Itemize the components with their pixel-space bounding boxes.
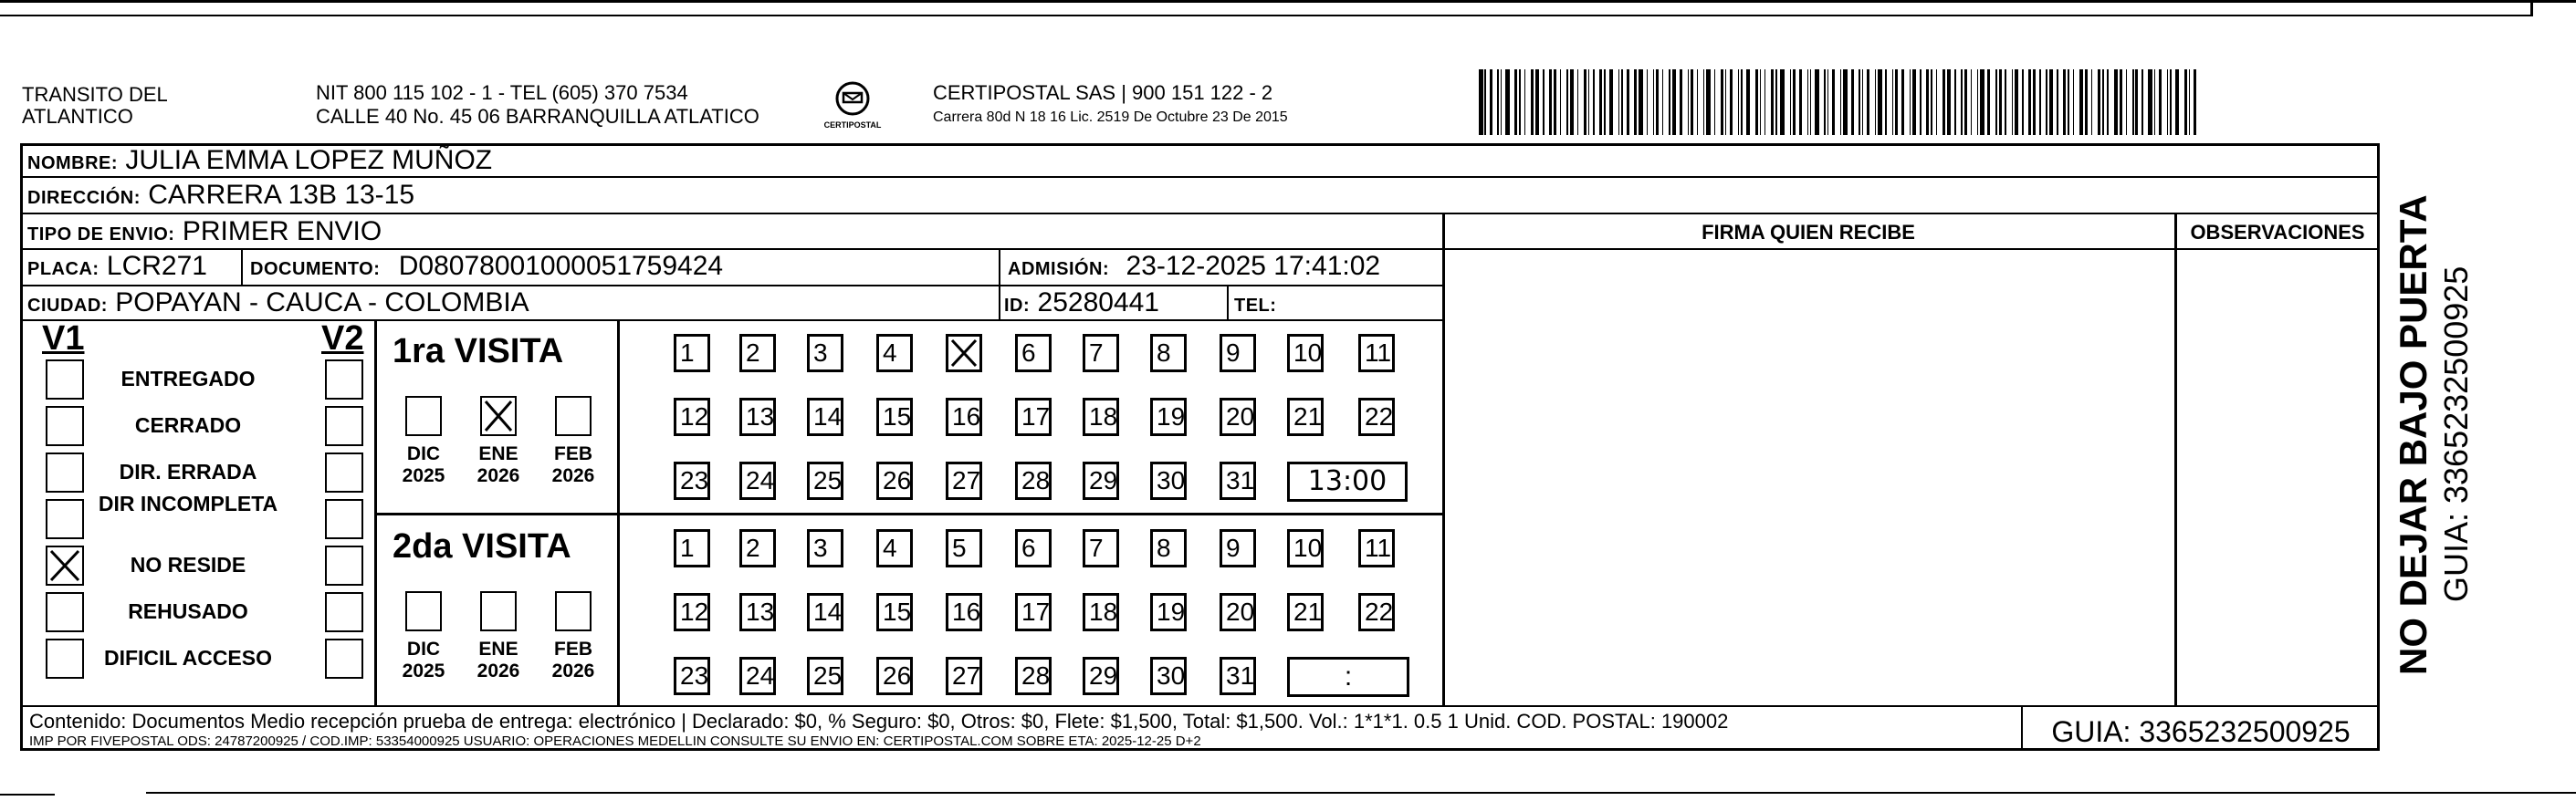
day-box[interactable]: 4 xyxy=(876,334,913,372)
tipo-envio-row xyxy=(27,217,382,249)
barcode-bar xyxy=(1964,69,1967,135)
v2-checkbox[interactable] xyxy=(325,406,363,446)
barcode-bar xyxy=(2159,69,2162,135)
day-box[interactable]: 4 xyxy=(876,529,913,567)
barcode-bar xyxy=(1760,69,1762,135)
bottom-line xyxy=(146,792,2576,794)
x-mark-icon xyxy=(482,398,515,434)
month-label: FEB 2026 xyxy=(551,639,595,681)
barcode-bar xyxy=(1867,69,1869,135)
barcode-bar xyxy=(1895,69,1898,135)
day-box[interactable]: 31 xyxy=(1220,462,1256,500)
barcode-bar xyxy=(2091,69,2093,135)
observaciones-area[interactable] xyxy=(2178,251,2376,704)
barcode-bar xyxy=(1999,69,2002,135)
barcode-bar xyxy=(1771,69,1774,135)
status-label: DIR INCOMPLETA xyxy=(98,492,278,515)
day-box[interactable]: 22 xyxy=(1358,593,1395,631)
top-border-line-2 xyxy=(0,15,2533,16)
barcode-bar xyxy=(1662,69,1664,135)
barcode-bar xyxy=(1570,69,1575,135)
v2-checkbox[interactable] xyxy=(325,639,363,679)
day-box[interactable]: 5 xyxy=(946,529,982,567)
barcode-bar xyxy=(2148,69,2152,135)
nit-line: NIT 800 115 102 - 1 - TEL (605) 370 7534 xyxy=(316,81,688,104)
day-box[interactable]: 27 xyxy=(946,462,982,500)
barcode-bar xyxy=(2184,69,2187,135)
barcode-bar xyxy=(1531,69,1534,135)
barcode-bar xyxy=(1584,69,1586,135)
barcode-bar xyxy=(1840,69,1842,135)
day-box[interactable]: 21 xyxy=(1287,593,1324,631)
barcode-bar xyxy=(1588,69,1590,135)
day-box[interactable]: 9 xyxy=(1220,529,1256,567)
day-box[interactable]: 24 xyxy=(739,462,776,500)
admision-value: 23-12-2025 17:41:02 xyxy=(1126,251,1381,281)
barcode-bar xyxy=(1484,69,1486,135)
barcode-bar xyxy=(1560,69,1562,135)
barcode-bar xyxy=(2132,69,2134,135)
barcode-bar xyxy=(1793,69,1796,135)
barcode-bar xyxy=(1790,69,1792,135)
observaciones-divider xyxy=(2174,213,2177,705)
day-box[interactable]: 8 xyxy=(1150,334,1187,372)
visit-title: 2da VISITA xyxy=(393,527,571,566)
day-box[interactable]: 8 xyxy=(1150,529,1187,567)
day-box[interactable]: 30 xyxy=(1150,462,1187,500)
day-box[interactable]: 14 xyxy=(807,398,843,436)
barcode-bar xyxy=(1755,69,1758,135)
v2-checkbox[interactable] xyxy=(325,499,363,539)
ciudad-row xyxy=(27,288,529,320)
barcode-bar xyxy=(1634,69,1637,135)
barcode-bar xyxy=(2073,69,2075,135)
tel-divider xyxy=(1227,285,1229,319)
barcode-bar xyxy=(1501,69,1503,135)
day-box[interactable]: 24 xyxy=(739,657,776,695)
barcode-bar xyxy=(1875,69,1877,135)
documento-label: DOCUMENTO: xyxy=(250,259,381,279)
barcode-bar xyxy=(1859,69,1860,135)
signature-area[interactable] xyxy=(1446,251,2173,704)
day-box[interactable]: 23 xyxy=(674,657,710,695)
admision-row xyxy=(1008,252,1380,284)
observaciones-header: OBSERVACIONES xyxy=(2190,221,2365,244)
day-box[interactable]: 13 xyxy=(739,593,776,631)
agency-name xyxy=(22,84,168,128)
barcode-bar xyxy=(2028,69,2031,135)
day-box[interactable]: 27 xyxy=(946,657,982,695)
barcode-bar xyxy=(1741,69,1743,135)
barcode-bar xyxy=(1639,69,1643,135)
barcode-bar xyxy=(1764,69,1766,135)
barcode-bar xyxy=(1479,69,1483,135)
company-line: CERTIPOSTAL SAS | 900 151 122 - 2 xyxy=(933,81,1273,104)
barcode-bar xyxy=(2005,69,2006,135)
barcode-bar xyxy=(1931,69,1932,135)
barcode-bar xyxy=(1851,69,1854,135)
barcode-bar xyxy=(1627,69,1629,135)
row-line-4 xyxy=(20,285,1444,286)
row-line-2 xyxy=(20,213,2380,214)
barcode-bar xyxy=(1647,69,1649,135)
barcode-bar xyxy=(2015,69,2019,135)
documento-row xyxy=(250,252,723,284)
barcode-bar xyxy=(1824,69,1826,135)
barcode-bar xyxy=(1775,69,1777,135)
barcode-bar xyxy=(1703,69,1705,135)
side-guia: GUIA: 3365232500925 xyxy=(2437,265,2475,602)
barcode-bar xyxy=(1961,69,1963,135)
barcode-bar xyxy=(2102,69,2104,135)
barcode-bar xyxy=(1936,69,1938,135)
barcode-bar xyxy=(1780,69,1785,135)
barcode-bar xyxy=(1672,69,1677,135)
top-border-line xyxy=(0,0,2576,3)
nombre-label: NOMBRE: xyxy=(27,153,119,173)
admision-label: ADMISIÓN: xyxy=(1008,259,1110,279)
barcode-bar xyxy=(1653,69,1655,135)
day-box[interactable]: 13 xyxy=(739,398,776,436)
time-box[interactable]: 13:00 xyxy=(1287,462,1408,502)
footer-guia: GUIA: 3365232500925 xyxy=(2051,715,2351,748)
barcode-bar xyxy=(1669,69,1670,135)
barcode-bar xyxy=(1577,69,1579,135)
status-label: DIFICIL ACCESO xyxy=(103,646,272,670)
month-checkbox[interactable] xyxy=(405,591,442,631)
month-label: DIC 2025 xyxy=(402,443,445,486)
month-checkbox[interactable] xyxy=(405,396,442,436)
day-box[interactable]: 17 xyxy=(1015,593,1052,631)
day-box[interactable]: 18 xyxy=(1083,593,1119,631)
barcode-bar xyxy=(2175,69,2180,135)
direccion-value: CARRERA 13B 13-15 xyxy=(148,180,415,210)
barcode-bar xyxy=(1885,69,1887,135)
barcode-bar xyxy=(2039,69,2041,135)
day-box[interactable]: 14 xyxy=(807,593,843,631)
barcode-bar xyxy=(1593,69,1595,135)
barcode-bar xyxy=(1730,69,1733,135)
month-checkbox[interactable] xyxy=(480,396,517,436)
day-box[interactable]: 15 xyxy=(876,398,913,436)
barcode-bar xyxy=(1912,69,1917,135)
side-warning: NO DEJAR BAJO PUERTA xyxy=(2392,194,2435,675)
day-box[interactable]: 2 xyxy=(739,529,776,567)
barcode-bar xyxy=(1995,69,1997,135)
barcode-bar xyxy=(1656,69,1659,135)
agency-contact xyxy=(316,82,759,128)
barcode-bar xyxy=(1535,69,1540,135)
barcode-bar xyxy=(1977,69,1979,135)
barcode-bar xyxy=(1971,69,1973,135)
barcode-bar xyxy=(2126,69,2128,135)
day-box[interactable]: 7 xyxy=(1083,529,1119,567)
barcode-bar xyxy=(2085,69,2088,135)
day-box[interactable]: 20 xyxy=(1220,593,1256,631)
day-box[interactable]: 2 xyxy=(739,334,776,372)
signature-divider xyxy=(1442,213,1445,705)
day-box[interactable]: 28 xyxy=(1015,462,1052,500)
day-box[interactable]: 31 xyxy=(1220,657,1256,695)
day-box[interactable]: 15 xyxy=(876,593,913,631)
agency-line-1: TRANSITO DEL xyxy=(22,83,168,106)
barcode-bar xyxy=(1987,69,1990,135)
day-box[interactable]: 1 xyxy=(674,529,710,567)
right-top-border-line xyxy=(2530,0,2533,15)
barcode-bar xyxy=(2141,69,2143,135)
barcode-bar xyxy=(1746,69,1751,135)
day-box[interactable]: 9 xyxy=(1220,334,1256,372)
barcode-bar xyxy=(1554,69,1556,135)
barcode-bar xyxy=(1892,69,1894,135)
day-box[interactable]: 11 xyxy=(1358,529,1395,567)
barcode-bar xyxy=(2098,69,2100,135)
x-mark-icon xyxy=(948,337,979,369)
barcode-bar xyxy=(1942,69,1945,135)
footer-contenido: Contenido: Documentos Medio recepción prueba de entrega: electrónico | Declarado: $0, % Seguro: $0, Otros: $0, Flete: $1,500, Total: $1,500. Vol.: 1*1*1. 0.5 1 Unid. COD. POSTAL: 190002 xyxy=(29,710,1729,733)
day-box[interactable]: 10 xyxy=(1287,334,1324,372)
day-box[interactable]: 26 xyxy=(876,462,913,500)
status-label: REHUSADO xyxy=(128,599,248,623)
day-box[interactable]: 19 xyxy=(1150,593,1187,631)
barcode-bar xyxy=(1543,69,1545,135)
barcode-bar xyxy=(1549,69,1552,135)
status-label: CERRADO xyxy=(134,413,242,437)
placa-divider xyxy=(241,248,243,285)
visit-title: 1ra VISITA xyxy=(393,332,564,370)
barcode-bar xyxy=(2068,69,2069,135)
day-box[interactable]: 20 xyxy=(1220,398,1256,436)
v2-checkbox[interactable] xyxy=(325,453,363,493)
barcode-bar xyxy=(1604,69,1606,135)
barcode-bar xyxy=(1714,69,1716,135)
barcode-bar xyxy=(1980,69,1984,135)
status-label: ENTREGADO xyxy=(120,367,256,390)
month-checkbox[interactable] xyxy=(555,396,592,436)
month-checkbox[interactable] xyxy=(480,591,517,631)
placa-label: PLACA: xyxy=(27,259,99,279)
day-box[interactable]: 21 xyxy=(1287,398,1324,436)
barcode-bar xyxy=(1725,69,1727,135)
barcode-bar xyxy=(1807,69,1809,135)
v2-checkbox[interactable] xyxy=(325,592,363,632)
barcode xyxy=(1479,69,2202,135)
company-info xyxy=(933,82,1288,126)
barcode-bar xyxy=(2107,69,2109,135)
agency-line-2: ATLANTICO xyxy=(22,105,133,128)
barcode-bar xyxy=(1490,69,1492,135)
address-line: CALLE 40 No. 45 06 BARRANQUILLA ATLATICO xyxy=(316,105,759,128)
nombre-row xyxy=(27,146,492,178)
v2-checkbox[interactable] xyxy=(325,359,363,400)
ciudad-value: POPAYAN - CAUCA - COLOMBIA xyxy=(115,287,529,317)
day-box[interactable]: 29 xyxy=(1083,657,1119,695)
barcode-bar xyxy=(2194,69,2196,135)
month-checkbox[interactable] xyxy=(555,591,592,631)
barcode-bar xyxy=(1566,69,1568,135)
barcode-bar xyxy=(2033,69,2036,135)
barcode-bar xyxy=(1954,69,1956,135)
month-label: ENE 2026 xyxy=(476,443,520,486)
v2-checkbox[interactable] xyxy=(325,546,363,586)
month-label: FEB 2026 xyxy=(551,443,595,486)
barcode-bar xyxy=(2167,69,2169,135)
barcode-bar xyxy=(2049,69,2054,135)
v1-header: V1 xyxy=(42,319,85,358)
day-box[interactable]: 19 xyxy=(1150,398,1187,436)
day-box[interactable]: 17 xyxy=(1015,398,1052,436)
footer-imp-line: IMP POR FIVEPOSTAL ODS: 24787200925 / COD.IMP: 53354000925 USUARIO: OPERACIONES MEDELLIN CONSULTE SU ENVIO EN: CERTIPOSTAL.COM SOBRE ETA: 2025-12-25 D+2 xyxy=(29,733,1201,749)
barcode-bar xyxy=(1721,69,1723,135)
barcode-bar xyxy=(1706,69,1711,135)
day-box[interactable]: 16 xyxy=(946,593,982,631)
barcode-bar xyxy=(1680,69,1682,135)
tel-row xyxy=(1234,288,1276,320)
barcode-bar xyxy=(1738,69,1740,135)
barcode-bar xyxy=(1599,69,1602,135)
day-box[interactable]: 10 xyxy=(1287,529,1324,567)
day-box[interactable]: 30 xyxy=(1150,657,1187,695)
firma-header: FIRMA QUIEN RECIBE xyxy=(1702,221,1915,244)
day-box[interactable]: 12 xyxy=(674,398,710,436)
months-days-divider xyxy=(617,319,620,705)
ciudad-label: CIUDAD: xyxy=(27,296,108,316)
barcode-bar xyxy=(1920,69,1922,135)
bottom-line-short xyxy=(0,794,55,796)
barcode-bar xyxy=(2012,69,2014,135)
barcode-bar xyxy=(1618,69,1620,135)
barcode-bar xyxy=(1843,69,1848,135)
license-line: Carrera 80d N 18 16 Lic. 2519 De Octubre 23 De 2015 xyxy=(933,109,1288,125)
barcode-bar xyxy=(2022,69,2024,135)
id-value: 25280441 xyxy=(1037,287,1159,317)
id-label: ID: xyxy=(1004,296,1031,316)
day-box[interactable]: 6 xyxy=(1015,529,1052,567)
row-line-footer xyxy=(20,705,2380,707)
barcode-bar xyxy=(1878,69,1882,135)
id-row xyxy=(1004,288,1159,320)
barcode-bar xyxy=(1926,69,1929,135)
day-box[interactable]: 28 xyxy=(1015,657,1052,695)
status-label: NO RESIDE xyxy=(130,553,246,577)
barcode-bar xyxy=(1947,69,1952,135)
day-box[interactable]: 23 xyxy=(674,462,710,500)
day-box[interactable]: 1 xyxy=(674,334,710,372)
barcode-bar xyxy=(2154,69,2156,135)
barcode-bar xyxy=(2135,69,2138,135)
barcode-bar xyxy=(1691,69,1693,135)
barcode-bar xyxy=(1862,69,1864,135)
barcode-bar xyxy=(1832,69,1835,135)
day-box[interactable]: 29 xyxy=(1083,462,1119,500)
placa-value: LCR271 xyxy=(106,251,207,281)
barcode-bar xyxy=(1810,69,1812,135)
barcode-bar xyxy=(1799,69,1802,135)
day-box[interactable]: 18 xyxy=(1083,398,1119,436)
barcode-bar xyxy=(1621,69,1623,135)
nombre-value: JULIA EMMA LOPEZ MUÑOZ xyxy=(125,145,493,175)
barcode-bar xyxy=(2046,69,2047,135)
certipostal-logo xyxy=(818,80,887,131)
barcode-bar xyxy=(2057,69,2058,135)
month-label: ENE 2026 xyxy=(476,639,520,681)
status-label: DIR. ERRADA xyxy=(119,460,257,484)
barcode-bar xyxy=(2114,69,2119,135)
barcode-bar xyxy=(1697,69,1699,135)
barcode-bar xyxy=(2120,69,2122,135)
barcode-bar xyxy=(1901,69,1904,135)
day-box[interactable]: 3 xyxy=(807,529,843,567)
day-box[interactable]: 12 xyxy=(674,593,710,631)
barcode-bar xyxy=(1609,69,1614,135)
barcode-bar xyxy=(2189,69,2191,135)
barcode-bar xyxy=(1505,69,1510,135)
signature-header-line xyxy=(1442,248,2380,250)
barcode-bar xyxy=(1497,69,1499,135)
barcode-bar xyxy=(2170,69,2172,135)
direccion-label: DIRECCIÓN: xyxy=(27,188,141,208)
svg-text:CERTIPOSTAL: CERTIPOSTAL xyxy=(823,120,882,130)
barcode-bar xyxy=(2063,69,2066,135)
barcode-bar xyxy=(1815,69,1819,135)
admision-divider xyxy=(999,248,1000,319)
tipo-envio-label: TIPO DE ENVIO: xyxy=(27,224,175,244)
barcode-bar xyxy=(1524,69,1526,135)
placa-row xyxy=(27,252,207,284)
documento-value: D08078001000051759424 xyxy=(398,251,724,281)
barcode-bar xyxy=(1688,69,1690,135)
day-box[interactable]: 3 xyxy=(807,334,843,372)
barcode-bar xyxy=(2079,69,2084,135)
day-box[interactable]: 26 xyxy=(876,657,913,695)
day-box[interactable]: 22 xyxy=(1358,398,1395,436)
v2-header: V2 xyxy=(321,319,364,358)
day-box[interactable]: 7 xyxy=(1083,334,1119,372)
barcode-bar xyxy=(1514,69,1517,135)
day-box[interactable]: 6 xyxy=(1015,334,1052,372)
tel-label: TEL: xyxy=(1234,296,1277,316)
day-box[interactable]: 16 xyxy=(946,398,982,436)
barcode-bar xyxy=(1910,69,1911,135)
barcode-bar xyxy=(1827,69,1829,135)
month-label: DIC 2025 xyxy=(402,639,445,681)
direccion-row xyxy=(27,181,414,213)
barcode-bar xyxy=(1519,69,1521,135)
day-box[interactable]: 25 xyxy=(807,657,843,695)
tipo-envio-value: PRIMER ENVIO xyxy=(182,216,382,246)
day-box[interactable] xyxy=(946,334,982,372)
visit-divider xyxy=(374,513,1444,515)
time-box[interactable]: : xyxy=(1287,657,1409,697)
day-box[interactable]: 25 xyxy=(807,462,843,500)
day-box[interactable]: 11 xyxy=(1358,334,1395,372)
